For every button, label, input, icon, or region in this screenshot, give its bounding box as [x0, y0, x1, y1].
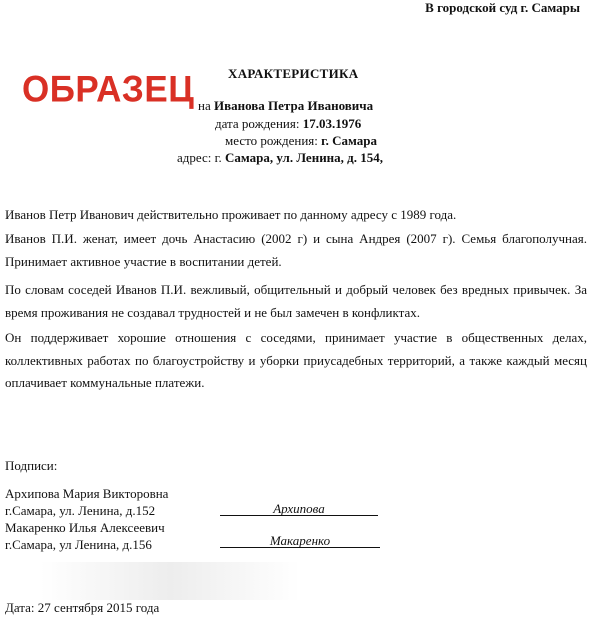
subject-birthplace-value: г. Самара — [321, 133, 377, 148]
signer2-name: Макаренко Илья Алексеевич — [5, 520, 165, 535]
signatures-label: Подписи: — [5, 458, 58, 473]
signer1-address: г.Самара, ул. Ленина, д.152 — [5, 503, 156, 518]
body-paragraph-family: Иванов П.И. женат, имеет дочь Анастасию (2002 г) и сына Андрея (2007 г). Семья благополучная. Принимает активное участие в воспитании детей. — [5, 231, 587, 269]
body-paragraph-community: Он поддерживает хорошие отношения с соседями, принимает участие в общественных делах, коллективных работах по благоустройству и уборки приусадебных территорий, а также каждый месяц оплачивает коммунальные платежи. — [5, 330, 587, 390]
subject-address-label: адрес: г. — [177, 150, 225, 165]
subject-address — [177, 150, 383, 166]
subject-address-value: Самара, ул. Ленина, д. 154, — [224, 150, 384, 165]
document-title: ХАРАКТЕРИСТИКА — [228, 66, 359, 81]
court-addressee: В городской суд г. Самары — [425, 0, 580, 15]
scan-smudge — [40, 562, 300, 600]
subject-name-value: Иванова Петра Ивановича — [213, 98, 374, 113]
subject-birthplace-label: место рождения: — [225, 133, 322, 148]
signer1-signature: Архипова — [273, 501, 325, 516]
subject-dob-label: дата рождения: — [215, 116, 303, 131]
sample-stamp: ОБРАЗЕЦ — [22, 69, 195, 110]
subject-name — [198, 98, 373, 114]
signer2-signature-line — [220, 533, 380, 548]
subject-dob-value: 17.03.1976 — [302, 116, 362, 131]
body-paragraph-residence: Иванов Петр Иванович действительно проживает по данному адресу с 1989 года. — [5, 207, 457, 222]
document-date: Дата: 27 сентября 2015 года — [5, 600, 160, 615]
body-paragraph-character: По словам соседей Иванов П.И. вежливый, общительный и добрый человек без вредных привычек. За время проживания не создавал трудностей и не был замечен в конфликтах. — [5, 282, 587, 320]
signer2-signature: Макаренко — [269, 533, 331, 548]
subject-name-prefix: на — [198, 98, 214, 113]
signer1-signature-line — [220, 501, 378, 516]
signer1-name: Архипова Мария Викторовна — [5, 486, 169, 501]
signer2-address: г.Самара, ул Ленина, д.156 — [5, 537, 152, 552]
subject-dob — [215, 116, 361, 132]
subject-birthplace — [225, 133, 377, 149]
